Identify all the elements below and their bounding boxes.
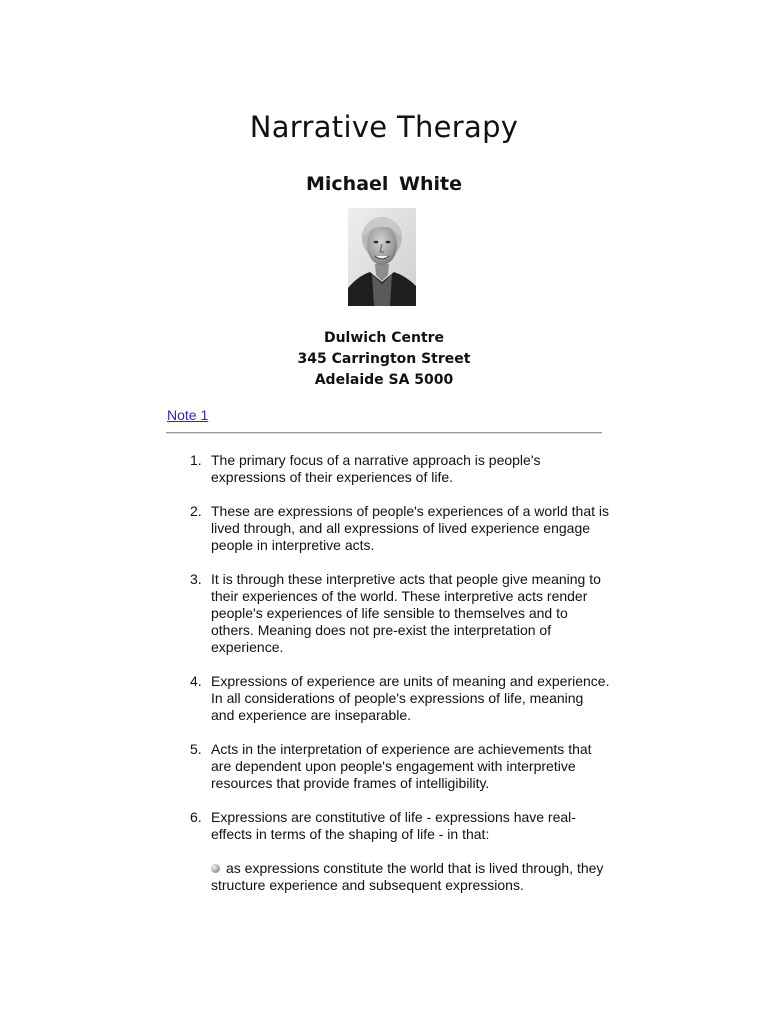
- item-text: It is through these interpretive acts that people give meaning to their experiences of the world. These interpretive acts render people's experiences of life sensible to themselves and to others. Meaning does not pre-exist the interpretation of experience.: [211, 571, 601, 655]
- item-number: 2.: [190, 503, 202, 519]
- author-name: Michael White: [305, 173, 462, 195]
- item-text: Expressions of experience are units of meaning and experience. In all considerations of people's expressions of life, meaning and experience are inseparable.: [211, 673, 610, 723]
- numbered-points-list: [190, 452, 610, 911]
- list-item: [190, 741, 610, 792]
- address-line-1: Dulwich Centre: [323, 330, 445, 346]
- list-item: [190, 503, 610, 554]
- address-line-3: Adelaide SA 5000: [314, 372, 454, 388]
- page-title: Narrative Therapy: [249, 110, 519, 144]
- author-portrait: [348, 208, 416, 306]
- item-text: Acts in the interpretation of experience are achievements that are dependent upon people's engagement with interpretive resources that provide frames of intelligibility.: [211, 741, 592, 791]
- address-line-2: 345 Carrington Street: [297, 351, 471, 367]
- item-number: 3.: [190, 571, 202, 587]
- note-1-link[interactable]: Note 1: [167, 407, 209, 423]
- list-item: [190, 452, 610, 486]
- sub-point-text: as expressions constitute the world that is lived through, they structure experience and subsequent expressions.: [211, 860, 604, 893]
- item-number: 4.: [190, 673, 202, 689]
- list-item: [190, 571, 610, 656]
- item-number: 6.: [190, 809, 202, 825]
- item-number: 5.: [190, 741, 202, 757]
- sub-point: [211, 860, 610, 894]
- list-item: [190, 809, 610, 894]
- address-block: [0, 328, 768, 391]
- bullet-icon: [211, 864, 220, 873]
- list-item: [190, 673, 610, 724]
- item-text: Expressions are constitutive of life - expressions have real-effects in terms of the shaping of life - in that:: [211, 809, 576, 842]
- horizontal-rule: [166, 432, 602, 434]
- portrait-photo: [348, 208, 416, 306]
- item-text: These are expressions of people's experiences of a world that is lived through, and all expressions of lived experience engage people in interpretive acts.: [211, 503, 610, 553]
- item-number: 1.: [190, 452, 202, 468]
- item-text: The primary focus of a narrative approach is people's expressions of their experiences of life.: [211, 452, 541, 485]
